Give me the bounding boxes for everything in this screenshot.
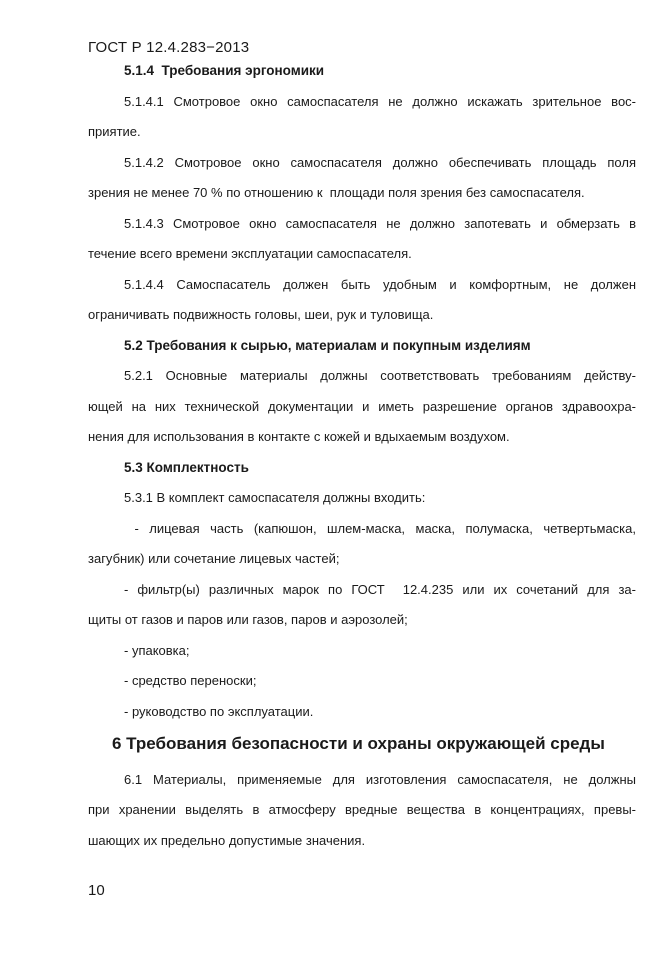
- document-line: 5.2 Требования к сырью, материалам и покупным изделиям: [124, 337, 531, 353]
- paragraph: [88, 697, 636, 728]
- paragraph: [88, 666, 636, 697]
- document-line: 6.1 Материалы, применяемые для изготовления самоспасателя, не должны: [124, 771, 636, 787]
- document-line: - лицевая часть (капюшон, шлем-маска, маска, полумаска, четвертьмаска,: [124, 520, 636, 536]
- paragraph: [88, 87, 636, 148]
- document-line: 5.3 Комплектность: [124, 459, 249, 475]
- document-line: 5.1.4.4 Самоспасатель должен быть удобным и комфортным, не должен: [124, 276, 636, 292]
- paragraph: [88, 209, 636, 270]
- paragraph: [88, 514, 636, 575]
- document-line: 6 Требования безопасности и охраны окружающей среды: [112, 734, 605, 753]
- document-line: 5.1.4.3 Смотровое окно самоспасателя не должно запотевать и обмерзать в: [124, 215, 636, 231]
- paragraph: [88, 270, 636, 331]
- document-line: ограничивать подвижность головы, шеи, рук и туловища.: [88, 307, 434, 322]
- paragraph: [88, 765, 636, 857]
- document-line: - упаковка;: [124, 642, 190, 658]
- document-line: загубник) или сочетание лицевых частей;: [88, 551, 340, 566]
- subheading: [88, 331, 636, 362]
- document-line: - руководство по эксплуатации.: [124, 703, 314, 719]
- document-line: щиты от газов и паров или газов, паров и аэрозолей;: [88, 612, 408, 627]
- paragraph: [88, 361, 636, 453]
- document-line: зрения не менее 70 % по отношению к площади поля зрения без самоспасателя.: [88, 185, 585, 200]
- standard-code: ГОСТ Р 12.4.283−2013: [88, 39, 250, 56]
- document-line: 5.1.4.1 Смотровое окно самоспасателя не должно искажать зрительное вос-: [124, 93, 636, 109]
- document-line: - фильтр(ы) различных марок по ГОСТ 12.4.235 или их сочетаний для за-: [124, 581, 636, 597]
- paragraph: [88, 483, 636, 514]
- document-line: 5.1.4.2 Смотровое окно самоспасателя должно обеспечивать площадь поля: [124, 154, 636, 170]
- document-body: [88, 56, 636, 856]
- document-line: 5.1.4 Требования эргономики: [124, 63, 325, 78]
- document-line: - средство переноски;: [124, 673, 257, 688]
- document-line: приятие.: [88, 124, 141, 139]
- document-line: ющей на них технической документации и иметь разрешение органов здравоохра-: [88, 398, 636, 414]
- paragraph: [88, 636, 636, 667]
- document-page: [0, 40, 661, 975]
- document-line: 5.3.1 В комплект самоспасателя должны входить:: [124, 490, 426, 505]
- document-line: нения для использования в контакте с кожей и вдыхаемым воздухом.: [88, 429, 510, 444]
- subheading: [88, 453, 636, 484]
- subheading: [88, 56, 636, 87]
- chapter-heading: [88, 729, 636, 760]
- document-line: течение всего времени эксплуатации самоспасателя.: [88, 246, 412, 261]
- paragraph: [88, 575, 636, 636]
- document-line: 5.2.1 Основные материалы должны соответствовать требованиям действу-: [124, 368, 636, 383]
- document-line: шающих их предельно допустимые значения.: [88, 832, 366, 848]
- document-line: при хранении выделять в атмосферу вредные вещества в концентрациях, превы-: [88, 802, 636, 817]
- paragraph: [88, 148, 636, 209]
- page-number: 10: [88, 882, 105, 899]
